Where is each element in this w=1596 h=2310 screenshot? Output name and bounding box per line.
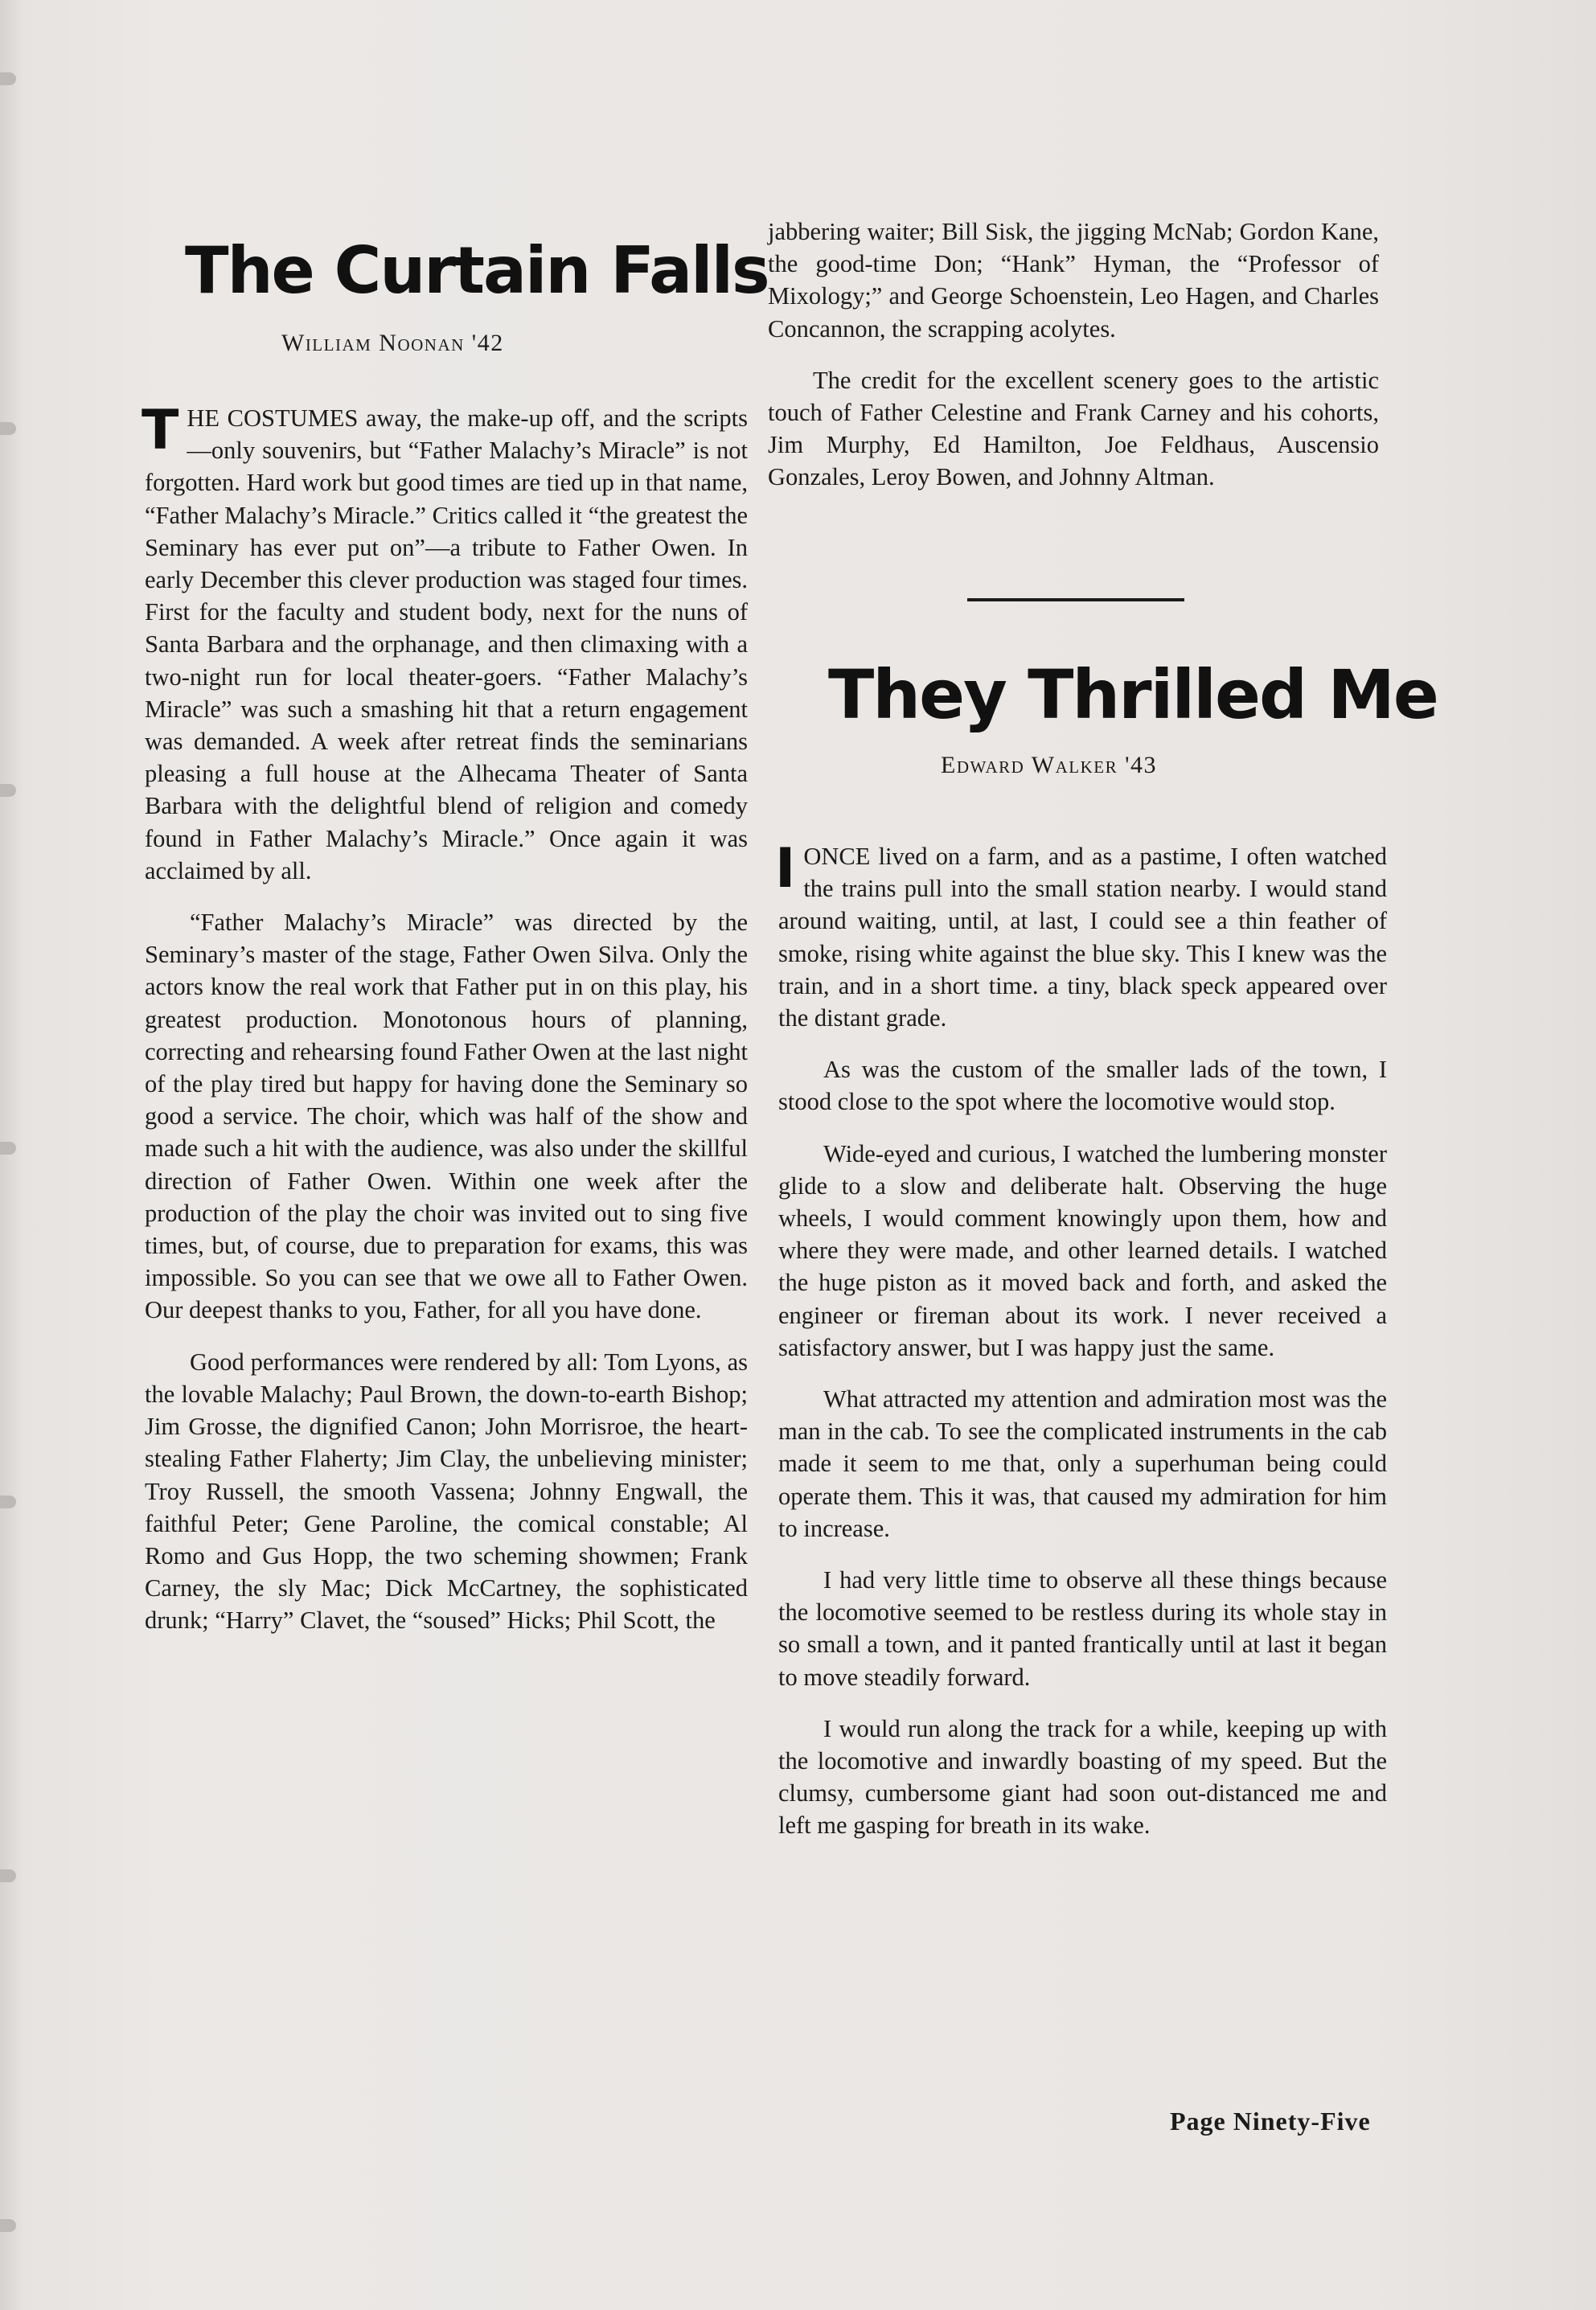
article-byline-walker: Edward Walker '43 (941, 752, 1157, 778)
article-byline-noonan: William Noonan '42 (281, 330, 504, 356)
binding-hole (0, 1869, 16, 1882)
article-paragraph: The credit for the excellent scenery goes to the artistic touch of Father Celestine and Frank Carney and his cohorts, Jim Murphy, Ed Hamilton, Joe Feldhaus, Auscensio Gonzales, Leroy Bowen, and Johnny Altman. (768, 366, 1379, 491)
article-paragraph: What attracted my attention and admiration most was the man in the cab. To see the complicated instruments in the cab made it seem to me that, only a superhuman being could operate them. This it was, that caused my admiration for him to increase. (778, 1385, 1387, 1542)
article-body-right-column (775, 837, 1387, 1861)
article-paragraph: “Father Malachy’s Miracle” was directed by the Seminary’s master of the stage, Father Owen Silva. Only the actors know the real work that Father put in on this play, his greatest production. Monotonous hours of planning, correcting and rehearsing found Father Owen at the last night of the play tired but happy for having done the Seminary so good a service. The choir, which was half of the show and made such a hit with the audience, was also under the skillful direction of Father Owen. Within one week after the production of the play the choir was invited out to sing five times, but, of course, due to preparation for exams, this was impossible. So you can see that we owe all to Father Owen. Our deepest thanks to you, Father, for all you have done. (145, 909, 748, 1324)
article-body-right-column-continued (768, 215, 1379, 513)
article-paragraph (775, 837, 1387, 1034)
article-paragraph: I would run along the track for a while, keeping up with the locomotive and inwardly boasting of my speed. But the clumsy, cumbersome giant had soon out-distanced me and left me gasping for breath in its wake. (778, 1714, 1387, 1840)
article-paragraph: Good performances were rendered by all: Tom Lyons, as the lovable Malachy; Paul Brown, the down-to-earth Bishop; Jim Grosse, the dignified Canon; John Morrisroe, the heart-stealing Father Flaherty; Jim Clay, the unbelieving minister; Troy Russell, the smooth Vassena; Johnny Engwall, the faithful Peter; Gene Paroline, the comical constable; Al Romo and Gus Hopp, the two scheming showmen; Frank Carney, the sly Mac; Dick McCartney, the sophisticated drunk; “Harry” Clavet, the “soused” Hicks; Phil Scott, the (145, 1348, 748, 1635)
drop-cap: I (775, 837, 796, 901)
binding-hole (0, 1496, 16, 1508)
article-paragraph: I had very little time to observe all these things because the locomotive seemed to be restless during its whole stay in so small a town, and it panted frantically until at last it began to move steadily forward. (778, 1566, 1387, 1691)
article-paragraph (142, 399, 748, 887)
article-body-left-column (142, 399, 748, 1656)
binding-hole (0, 2219, 16, 2232)
section-divider (967, 598, 1184, 601)
paragraph-text: ONCE lived on a farm, and as a pastime, I often watched the trains pull into the small station nearby. I would stand around waiting, until, at last, I could see a thin feather of smoke, rising white against the blue sky. This I knew was the train, and in a short time. a tiny, black speck appeared over the distant grade. (778, 843, 1387, 1032)
binding-hole (0, 72, 16, 85)
binding-hole (0, 1142, 16, 1155)
paragraph-text: HE COSTUMES away, the make-up off, and the scripts—only souvenirs, but “Father Malachy’s Miracle” is not forgotten. Hard work but good times are tied up in that name, “Father Malachy’s Miracle.” Critics called it “the greatest the Seminary has ever put on”—a tribute to Father Owen. In early December this clever production was staged four times. First for the faculty and student body, next for the nuns of Santa Barbara and the orphanage, and then climaxing with a two-night run for local theater-goers. “Father Malachy’s Miracle” was such a smashing hit that a return engagement was demanded. A week after retreat finds the seminarians pleasing a full house at the Alhecama Theater of Santa Barbara with the delightful blend of religion and comedy found in Father Malachy’s Miracle.” Once again it was acclaimed by all. (145, 404, 748, 884)
article-paragraph: jabbering waiter; Bill Sisk, the jigging McNab; Gordon Kane, the good-time Don; “Hank” Hyman, the “Professor of Mixology;” and George Schoenstein, Leo Hagen, and Charles Concannon, the scrapping acolytes. (768, 218, 1379, 343)
article-title-curtain-falls: The Curtain Falls (185, 233, 769, 308)
article-paragraph: As was the custom of the smaller lads of the town, I stood close to the spot where the locomotive would stop. (778, 1056, 1387, 1116)
page-number: Page Ninety-Five (1170, 2107, 1371, 2136)
article-title-thrilled-me: They Thrilled Me (828, 655, 1438, 734)
article-paragraph: Wide-eyed and curious, I watched the lumbering monster glide to a slow and deliberate halt. Observing the huge wheels, I would comment knowingly upon them, how and where they were made, and other learned details. I watched the huge piston as it moved back and forth, and asked the engineer or fireman about its work. I never received a satisfactory answer, but I was happy just the same. (778, 1139, 1387, 1361)
binding-hole (0, 784, 16, 797)
drop-cap: T (142, 399, 179, 462)
binding-hole (0, 422, 16, 435)
